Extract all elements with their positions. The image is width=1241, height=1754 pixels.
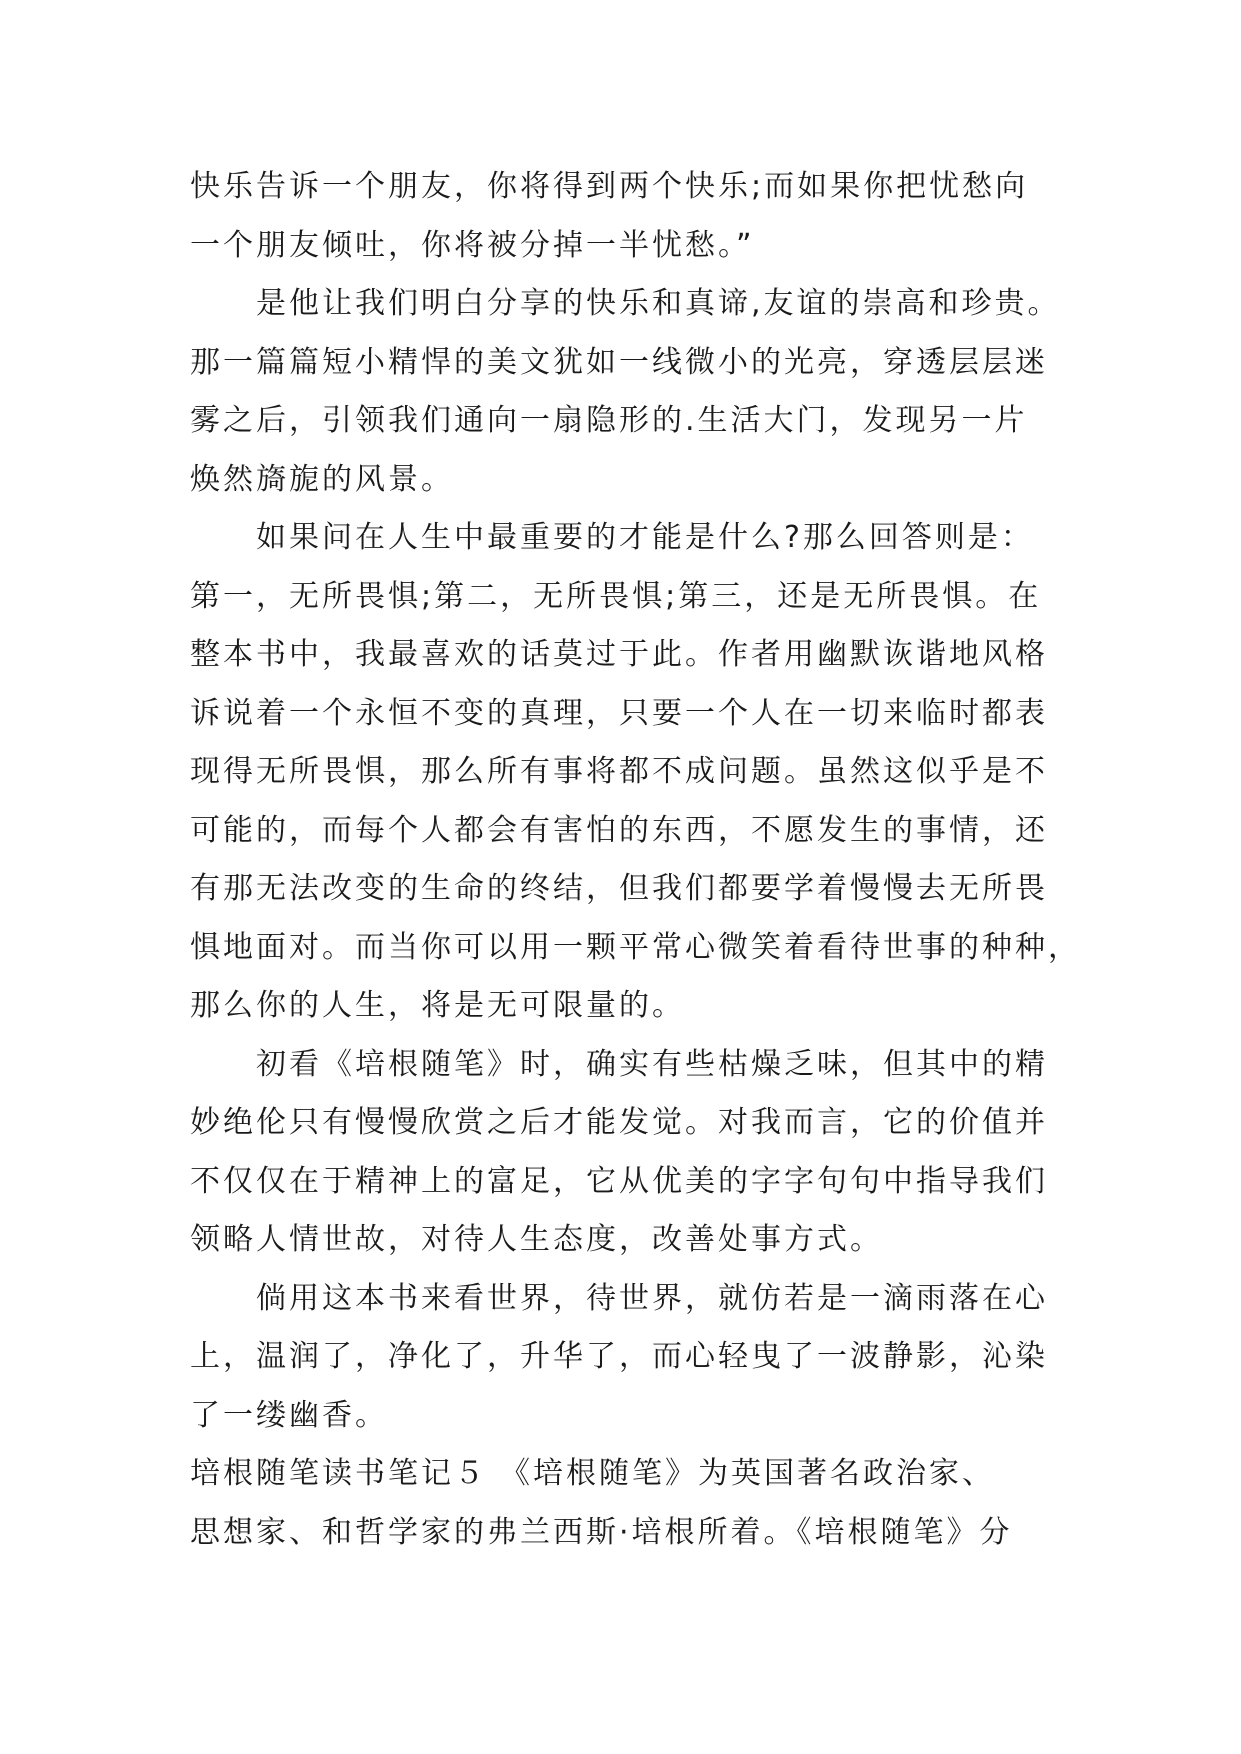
text-line: 是他让我们明白分享的快乐和真谛,友谊的崇高和珍贵。 [190, 286, 1061, 321]
text-line: 领略人情世故，对待人生态度，改善处事方式。 [190, 1222, 883, 1257]
text-line: 快乐告诉一个朋友，你将得到两个快乐;而如果你把忧愁向 [190, 169, 1029, 204]
text-line: 不仅仅在于精神上的富足，它从优美的字字句句中指导我们 [190, 1163, 1048, 1199]
heading-continuation: 《培根随笔》为英国著名政治家、 [500, 1456, 995, 1491]
text-line: 第一，无所畏惧;第二，无所畏惧;第三，还是无所畏惧。在 [190, 578, 1042, 614]
text-line: 妙绝伦只有慢慢欣赏之后才能发觉。对我而言，它的价值并 [190, 1105, 1048, 1140]
text-line: 雾之后，引领我们通向一扇隐形的.生活大门，发现另一片 [190, 403, 1028, 438]
text-line: 那么你的人生，将是无可限量的。 [190, 988, 685, 1023]
text-line: 如果问在人生中最重要的才能是什么?那么回答则是： [190, 520, 1034, 555]
text-line: 有那无法改变的生命的终结，但我们都要学着慢慢去无所畏 [190, 871, 1048, 906]
text-line: 整本书中，我最喜欢的话莫过于此。作者用幽默诙谐地风格 [190, 637, 1048, 672]
text-line: 诉说着一个永恒不变的真理，只要一个人在一切来临时都表 [190, 695, 1048, 731]
section-heading: 培根随笔读书笔记５ [190, 1456, 487, 1491]
text-line: 焕然旖旎的风景。 [190, 461, 454, 497]
text-line: 倘用这本书来看世界，待世界，就仿若是一滴雨落在心 [190, 1280, 1048, 1316]
text-line: 那一篇篇短小精悍的美文犹如一线微小的光亮，穿透层层迷 [190, 344, 1048, 380]
text-line: 现得无所畏惧，那么所有事将都不成问题。虽然这似乎是不 [190, 754, 1048, 789]
text-line: 初看《培根随笔》时，确实有些枯燥乏味，但其中的精 [190, 1046, 1048, 1082]
text-line: 思想家、和哲学家的弗兰西斯·培根所着。《培根随笔》分 [190, 1514, 1013, 1550]
text-line: 可能的，而每个人都会有害怕的东西，不愿发生的事情，还 [190, 812, 1048, 848]
text-line: 一个朋友倾吐，你将被分掉一半忧愁。” [190, 227, 755, 263]
section-heading-line [190, 1445, 1070, 1504]
text-line: 了一缕幽香。 [190, 1397, 388, 1433]
text-line: 上，温润了，净化了，升华了，而心轻曳了一波静影，沁染 [190, 1339, 1048, 1374]
text-line: 惧地面对。而当你可以用一颗平常心微笑着看待世事的种种， [190, 929, 1081, 965]
document-body [190, 158, 1081, 1562]
